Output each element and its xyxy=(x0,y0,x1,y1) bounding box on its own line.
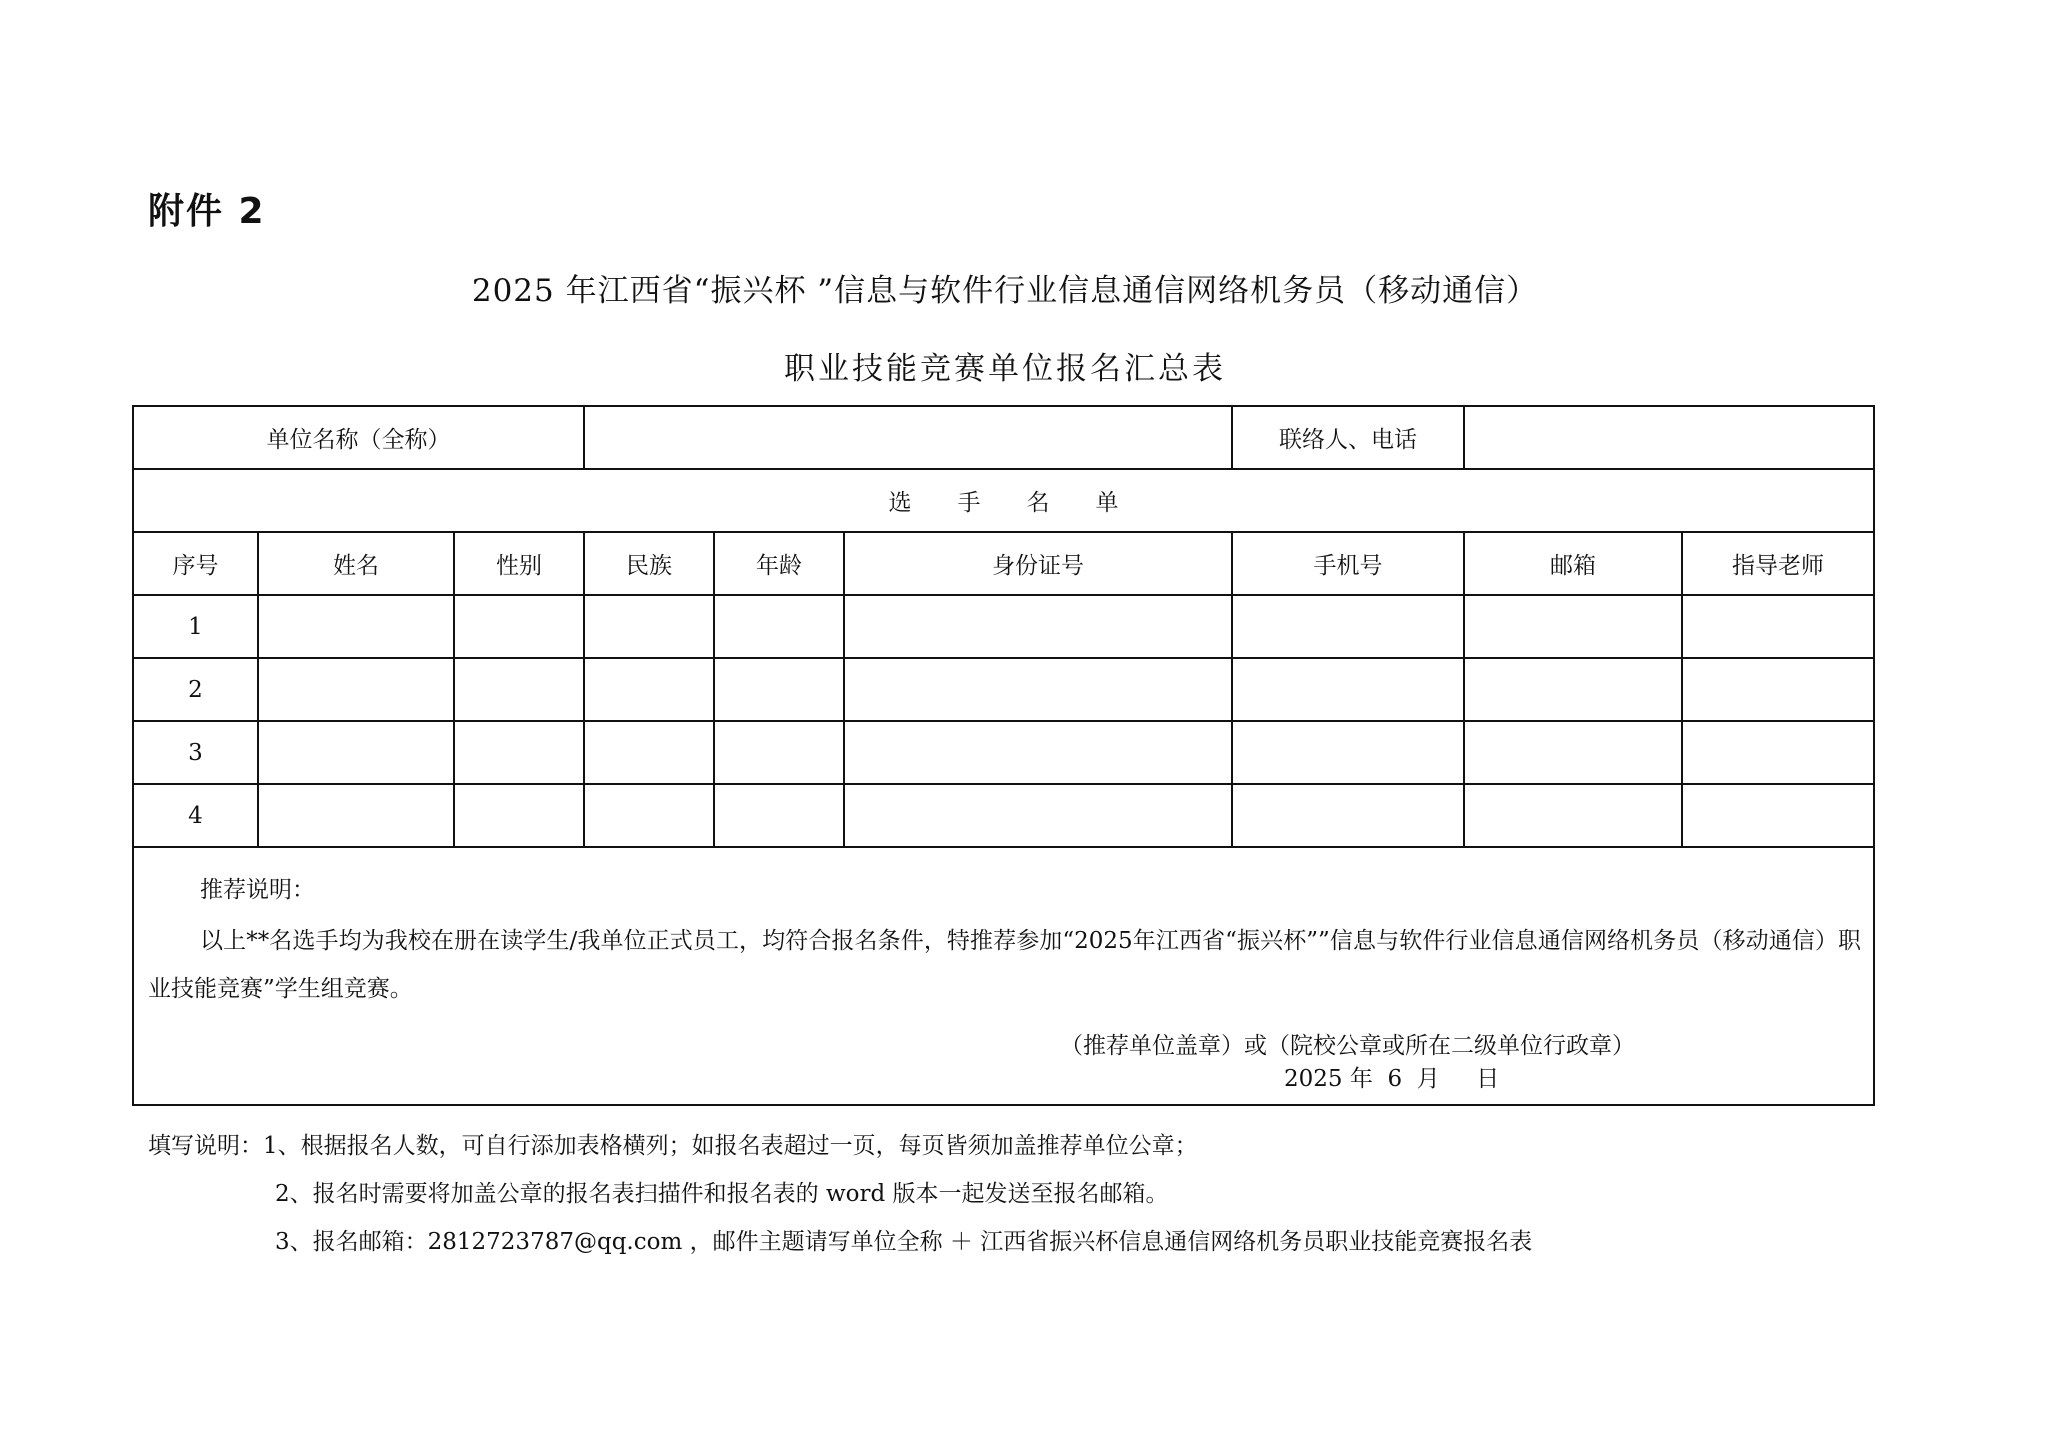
age-cell[interactable] xyxy=(714,721,844,784)
stamp-note: （推荐单位盖章）或（院校公章或所在二级单位行政章） xyxy=(1060,1033,1636,1059)
table-row xyxy=(133,721,1874,784)
phone-cell[interactable] xyxy=(1232,721,1464,784)
phone-cell[interactable] xyxy=(1232,658,1464,721)
recommendation-cell xyxy=(133,847,1874,1105)
ethnicity-cell[interactable] xyxy=(584,595,714,658)
advisor-cell[interactable] xyxy=(1682,721,1874,784)
table-row xyxy=(133,595,1874,658)
column-header-id-number: 身份证号 xyxy=(844,532,1232,595)
fill-instruction-2: 2、报名时需要将加盖公章的报名表扫描件和报名表的 word 版本一起发送至报名邮箱。 xyxy=(275,1181,1169,1207)
email-cell[interactable] xyxy=(1464,721,1682,784)
fill-instruction-1: 填写说明：1、根据报名人数，可自行添加表格横列；如报名表超过一页，每页皆须加盖推荐单位公章； xyxy=(148,1133,1198,1159)
document-title-line-1: 2025 年江西省“振兴杯 ”信息与软件行业信息通信网络机务员（移动通信） xyxy=(471,273,1539,309)
column-header-age: 年龄 xyxy=(714,532,844,595)
advisor-cell[interactable] xyxy=(1682,658,1874,721)
unit-name-label: 单位名称（全称） xyxy=(133,406,584,469)
column-header-row xyxy=(133,532,1874,595)
ethnicity-cell[interactable] xyxy=(584,721,714,784)
recommendation-text: 以上**名选手均为我校在册在读学生/我单位正式员工，均符合报名条件，特推荐参加“2025年江西省“振兴杯””信息与软件行业信息通信网络机务员（移动通信）职业技能竞赛”学生组竞赛。 xyxy=(148,928,1862,1002)
name-cell[interactable] xyxy=(258,658,454,721)
advisor-cell[interactable] xyxy=(1682,784,1874,847)
id-number-cell[interactable] xyxy=(844,595,1232,658)
name-cell[interactable] xyxy=(258,595,454,658)
contact-field[interactable] xyxy=(1464,406,1874,469)
gender-cell[interactable] xyxy=(454,784,584,847)
email-cell[interactable] xyxy=(1464,658,1682,721)
gender-cell[interactable] xyxy=(454,721,584,784)
unit-info-row xyxy=(133,406,1874,469)
column-header-advisor: 指导老师 xyxy=(1682,532,1874,595)
table-row xyxy=(133,658,1874,721)
email-cell[interactable] xyxy=(1464,595,1682,658)
advisor-cell[interactable] xyxy=(1682,595,1874,658)
gender-cell[interactable] xyxy=(454,595,584,658)
row-number: 1 xyxy=(133,595,258,658)
phone-cell[interactable] xyxy=(1232,595,1464,658)
column-header-email: 邮箱 xyxy=(1464,532,1682,595)
fill-instruction-3: 3、报名邮箱：2812723787@qq.com ，邮件主题请写单位全称 ＋ 江西省振兴杯信息通信网络机务员职业技能竞赛报名表 xyxy=(275,1229,1533,1255)
column-header-phone: 手机号 xyxy=(1232,532,1464,595)
recommendation-title: 推荐说明： xyxy=(200,877,315,903)
column-header-ethnicity: 民族 xyxy=(584,532,714,595)
id-number-cell[interactable] xyxy=(844,721,1232,784)
roster-heading-row xyxy=(133,469,1874,532)
age-cell[interactable] xyxy=(714,784,844,847)
unit-name-field[interactable] xyxy=(584,406,1232,469)
name-cell[interactable] xyxy=(258,721,454,784)
column-header-gender: 性别 xyxy=(454,532,584,595)
roster-heading: 选手名单 xyxy=(133,469,1874,532)
age-cell[interactable] xyxy=(714,595,844,658)
registration-summary-table xyxy=(132,405,1875,1106)
column-header-name: 姓名 xyxy=(258,532,454,595)
id-number-cell[interactable] xyxy=(844,784,1232,847)
gender-cell[interactable] xyxy=(454,658,584,721)
phone-cell[interactable] xyxy=(1232,784,1464,847)
row-number: 2 xyxy=(133,658,258,721)
recommendation-row xyxy=(133,847,1874,1105)
attachment-label: 附件 2 xyxy=(148,191,266,232)
id-number-cell[interactable] xyxy=(844,658,1232,721)
document-title-line-2: 职业技能竞赛单位报名汇总表 xyxy=(784,351,1226,387)
ethnicity-cell[interactable] xyxy=(584,658,714,721)
contact-label: 联络人、电话 xyxy=(1232,406,1464,469)
age-cell[interactable] xyxy=(714,658,844,721)
signature-date: 2025 年 6 月 日 xyxy=(1284,1066,1500,1092)
ethnicity-cell[interactable] xyxy=(584,784,714,847)
name-cell[interactable] xyxy=(258,784,454,847)
column-header-index: 序号 xyxy=(133,532,258,595)
row-number: 3 xyxy=(133,721,258,784)
row-number: 4 xyxy=(133,784,258,847)
email-cell[interactable] xyxy=(1464,784,1682,847)
fill-instructions xyxy=(148,1122,1532,1266)
table-row xyxy=(133,784,1874,847)
